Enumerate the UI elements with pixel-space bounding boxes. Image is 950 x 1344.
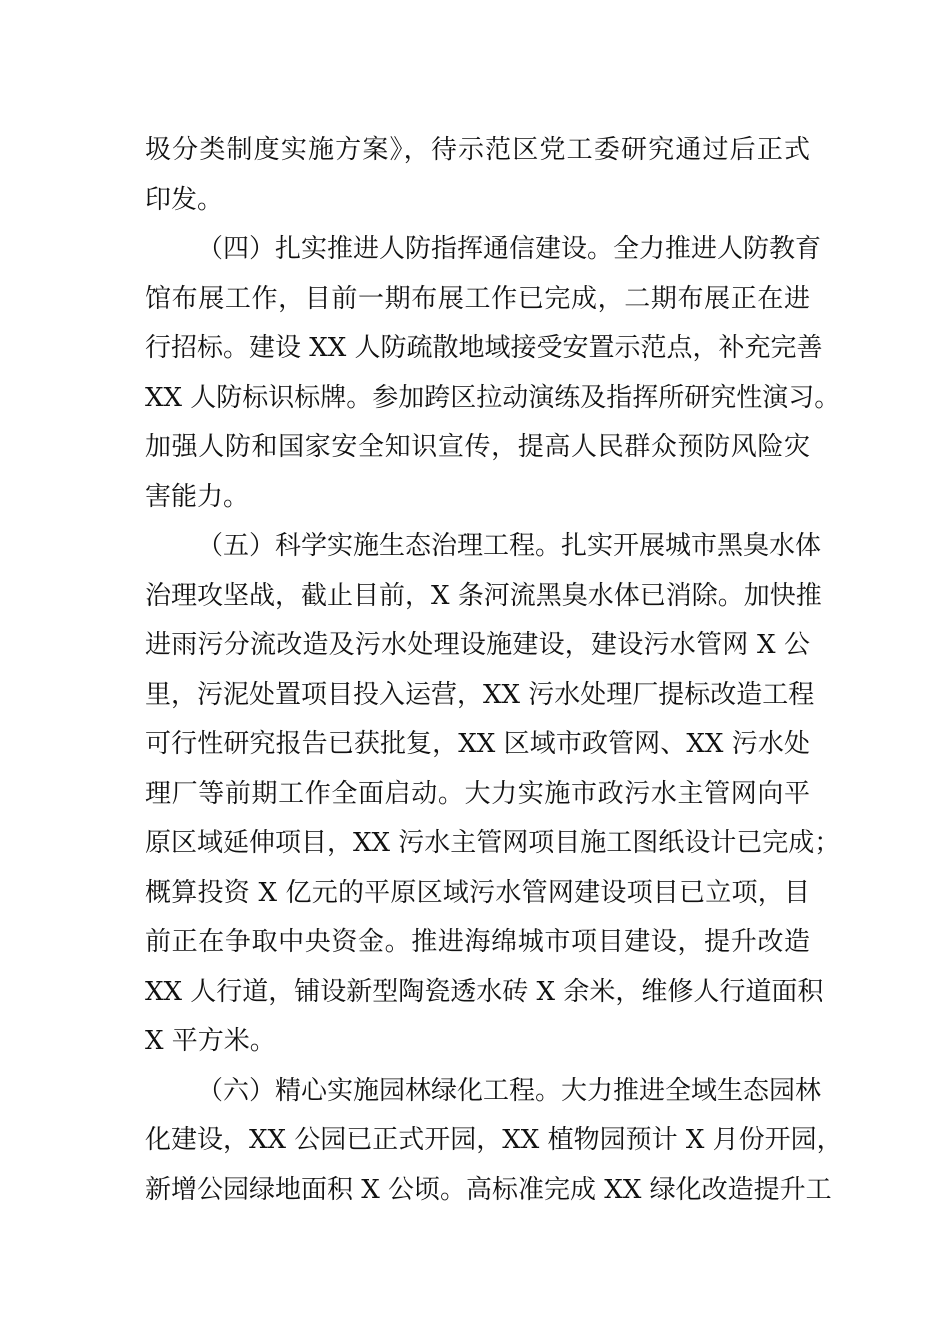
text-line: 概算投资 X 亿元的平原区域污水管网建设项目已立项，目 bbox=[145, 877, 810, 908]
text-line: X 平方米。 bbox=[145, 1026, 276, 1056]
text-line: 里，污泥处置项目投入运营，XX 污水处理厂提标改造工程 bbox=[145, 679, 815, 710]
document-body bbox=[145, 126, 843, 1215]
text-line: 进雨污分流改造及污水处理设施建设，建设污水管网 X 公 bbox=[145, 630, 810, 660]
text-line: 原区域延伸项目，XX 污水主管网项目施工图纸设计已完成； bbox=[145, 828, 841, 858]
section-heading-line: （六）精心实施园林绿化工程。大力推进全域生态园林 bbox=[197, 1075, 822, 1106]
text-line: 治理攻坚战，截止目前，X 条河流黑臭水体已消除。加快推 bbox=[145, 580, 822, 611]
section-heading-line: （四）扎实推进人防指挥通信建设。全力推进人防教育 bbox=[197, 234, 822, 264]
paragraph-section-5 bbox=[145, 522, 841, 1067]
text-line: 印发。 bbox=[145, 184, 224, 215]
paragraph-section-4 bbox=[145, 225, 841, 522]
paragraph-section-6 bbox=[145, 1067, 843, 1216]
section-heading-line: （五）科学实施生态治理工程。扎实开展城市黑臭水体 bbox=[197, 531, 822, 561]
paragraph-continuation bbox=[145, 126, 810, 225]
text-line: 圾分类制度实施方案》，待示范区党工委研究通过后正式 bbox=[145, 135, 810, 165]
text-line: 可行性研究报告已获批复，XX 区域市政管网、XX 污水处 bbox=[145, 729, 810, 759]
text-line: 化建设，XX 公园已正式开园，XX 植物园预计 X 月份开园， bbox=[145, 1125, 843, 1155]
text-line: 理厂等前期工作全面启动。大力实施市政污水主管网向平 bbox=[145, 778, 810, 809]
text-line: 加强人防和国家安全知识宣传，提高人民群众预防风险灾 bbox=[145, 432, 810, 462]
text-line: XX 人防标识标牌。参加跨区拉动演练及指挥所研究性演习。 bbox=[145, 382, 841, 413]
text-line: XX 人行道，铺设新型陶瓷透水砖 X 余米，维修人行道面积 bbox=[145, 976, 824, 1007]
text-line: 馆布展工作，目前一期布展工作已完成，二期布展正在进 bbox=[145, 283, 810, 314]
text-line: 新增公园绿地面积 X 公顷。高标准完成 XX 绿化改造提升工 bbox=[145, 1174, 832, 1205]
text-line: 前正在争取中央资金。推进海绵城市项目建设，提升改造 bbox=[145, 927, 810, 957]
text-line: 害能力。 bbox=[145, 481, 250, 512]
text-line: 行招标。建设 XX 人防疏散地域接受安置示范点，补充完善 bbox=[145, 333, 823, 363]
